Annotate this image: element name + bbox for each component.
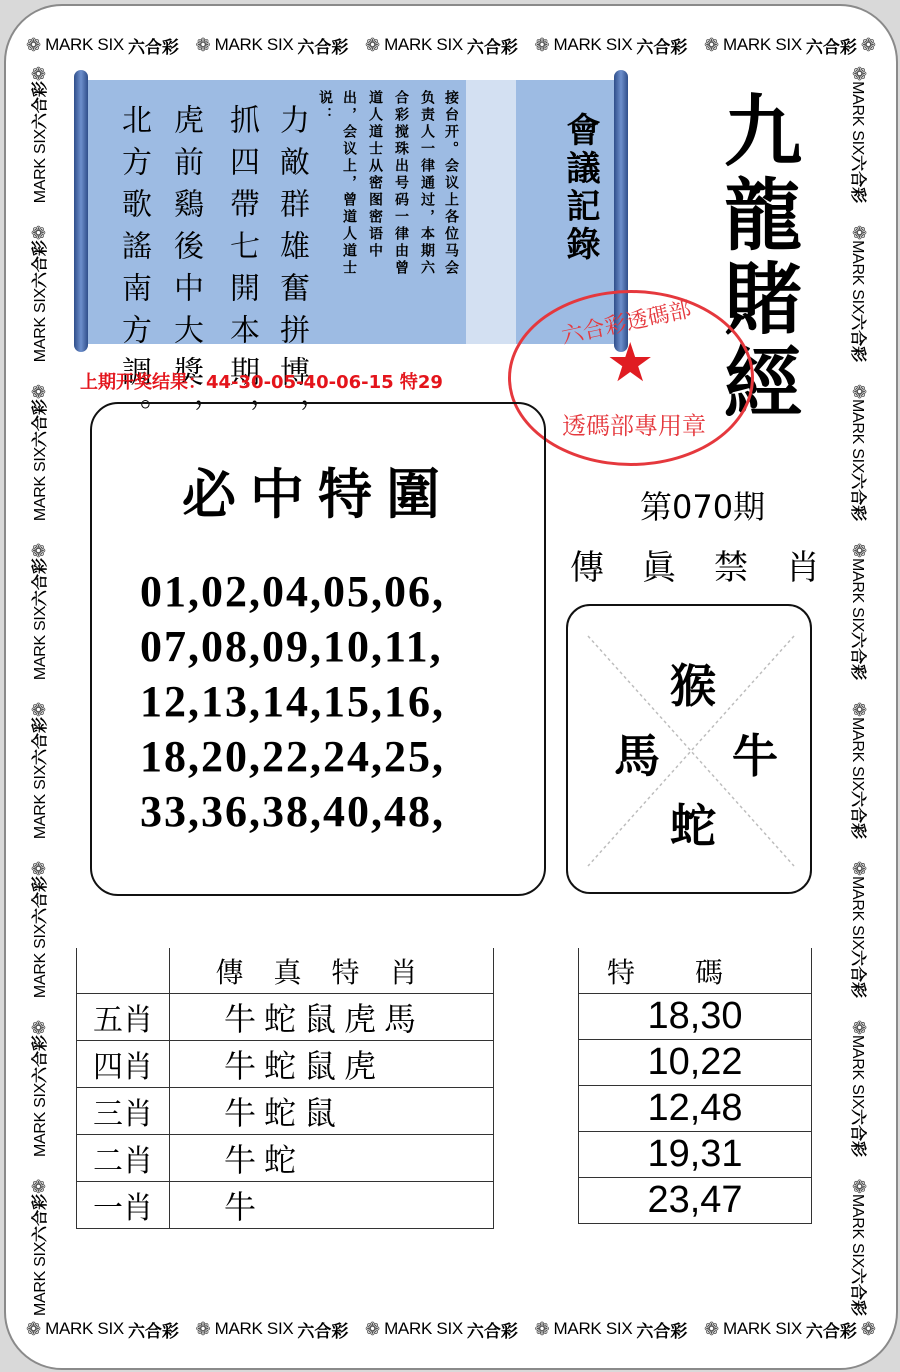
zodiac-right: 牛 [732, 729, 778, 783]
watermark-cn: 六合彩 [31, 558, 49, 607]
fax-heading-char: 眞 [642, 548, 676, 588]
code-cell: 23,47 [579, 1178, 812, 1224]
notice-line-1: 接台开。会议上各位马会 [443, 90, 459, 277]
flower-icon: ❁ [364, 34, 381, 55]
fax-heading-char: 傳 [570, 548, 604, 588]
flower-icon: ❁ [534, 34, 550, 55]
notice-line-5: 出，会议上，曾道人道士 [341, 90, 357, 277]
zodiac-top: 猴 [670, 659, 716, 713]
watermark-cn: 六合彩 [31, 1034, 49, 1083]
watermark-text: MARK SIX [31, 288, 49, 363]
period-label: 第070期 [640, 488, 766, 526]
flower-icon: ❁ [364, 1318, 381, 1339]
flower-icon: ❁ [534, 1318, 550, 1339]
code-cell: 18,30 [579, 994, 812, 1040]
number-row: 12,13,14,15,16, [140, 677, 445, 726]
scroll-rod-left [74, 70, 88, 352]
fax-heading-char: 禁 [714, 548, 748, 588]
zodiac-cell: 牛蛇鼠虎馬 [170, 994, 494, 1041]
watermark-cn: 六合彩 [849, 155, 867, 204]
flower-icon: ❁ [28, 383, 49, 400]
zodiac-cell: 牛蛇鼠虎 [170, 1041, 494, 1088]
watermark-text: MARK SIX [849, 716, 867, 792]
forbidden-zodiac-box [566, 604, 812, 894]
flower-icon: ❁ [849, 701, 870, 717]
watermark-text: MARK SIX [31, 606, 49, 681]
watermark-text: MARK SIX [31, 1082, 49, 1158]
table-header-blank [77, 948, 170, 994]
flower-icon: ❁ [28, 542, 49, 559]
watermark-text: MARK SIX [384, 1319, 463, 1338]
fax-heading-char: 肖 [786, 548, 820, 588]
special-numbers [140, 564, 445, 839]
flower-icon: ❁ [849, 383, 870, 400]
level-cell: 三肖 [77, 1088, 170, 1135]
fax-forbidden-heading [570, 540, 820, 589]
watermark-cn: 六合彩 [31, 81, 49, 130]
watermark-text: MARK SIX [849, 240, 867, 315]
watermark-text: MARK SIX [849, 1193, 867, 1268]
table-row [77, 1182, 494, 1229]
flower-icon: ❁ [703, 34, 720, 55]
table-row [77, 1088, 494, 1135]
number-row: 33,36,38,40,48, [140, 787, 445, 836]
watermark-text: MARK SIX [31, 765, 49, 840]
table-row [77, 1135, 494, 1182]
watermark-text: MARK SIX [553, 35, 633, 54]
code-cell: 19,31 [579, 1132, 812, 1178]
special-numbers-box [90, 402, 546, 896]
watermark-text: MARK SIX [849, 558, 867, 633]
watermark-cn: 六合彩 [849, 1267, 867, 1316]
watermark-text: MARK SIX [214, 35, 294, 54]
watermark-left [26, 66, 50, 1316]
zodiac-cell: 牛蛇 [170, 1135, 494, 1182]
watermark-text: MARK SIX [384, 35, 463, 54]
poem-line-4: 北方歌謠南方調。 [116, 104, 151, 440]
watermark-cn: 六合彩 [636, 37, 688, 57]
watermark-cn: 六合彩 [31, 240, 49, 289]
level-cell: 二肖 [77, 1135, 170, 1182]
flower-icon: ❁ [26, 1318, 42, 1339]
table-header-row [77, 948, 494, 994]
level-cell: 一肖 [77, 1182, 170, 1229]
number-row: 01,02,04,05,06, [140, 567, 445, 616]
star-icon: ★ [606, 331, 655, 394]
watermark-cn: 六合彩 [849, 473, 867, 522]
watermark-cn: 六合彩 [849, 1108, 867, 1157]
notice-line-2: 负责人一律通过，本期六 [419, 90, 435, 277]
fax-zodiac-table [76, 948, 494, 1229]
special-box-title: 必中特圍 [182, 462, 454, 526]
watermark-cn: 六合彩 [31, 399, 49, 448]
zodiac-left: 馬 [614, 729, 660, 783]
watermark-cn: 六合彩 [31, 875, 49, 924]
last-result: 上期开奖结果：44-30-05-40-06-15 特29 [80, 372, 443, 393]
watermark-top [26, 32, 876, 58]
watermark-text: MARK SIX [849, 399, 867, 474]
watermark-cn: 六合彩 [849, 791, 867, 840]
watermark-text: MARK SIX [31, 924, 49, 999]
watermark-text: MARK SIX [45, 35, 124, 54]
watermark-text: MARK SIX [31, 1241, 49, 1316]
flower-icon: ❁ [28, 66, 49, 82]
watermark-text: MARK SIX [849, 1034, 867, 1109]
watermark-cn: 六合彩 [127, 1321, 179, 1341]
watermark-text: MARK SIX [31, 129, 49, 204]
watermark-bottom [26, 1316, 876, 1342]
watermark-cn: 六合彩 [466, 1321, 518, 1341]
watermark-cn: 六合彩 [297, 37, 349, 57]
notice-line-4: 道人道士从密图密语中 [367, 90, 383, 260]
flower-icon: ❁ [703, 1318, 720, 1339]
number-row: 18,20,22,24,25, [140, 732, 445, 781]
watermark-cn: 六合彩 [31, 1193, 49, 1242]
flower-icon: ❁ [860, 1318, 876, 1339]
watermark-text: MARK SIX [723, 35, 802, 54]
table-row [579, 1040, 812, 1086]
scroll-ribbon [466, 72, 516, 354]
watermark-cn: 六合彩 [805, 1321, 857, 1341]
watermark-cn: 六合彩 [127, 37, 179, 57]
flower-icon: ❁ [28, 860, 49, 876]
flower-icon: ❁ [849, 1178, 870, 1194]
watermark-text: MARK SIX [849, 81, 867, 156]
meeting-heading: 會議記錄 [560, 112, 600, 264]
level-cell: 四肖 [77, 1041, 170, 1088]
table-header: 特碼 [579, 948, 812, 994]
table-row [77, 1041, 494, 1088]
flower-icon: ❁ [195, 1318, 211, 1339]
table-header: 傳真特肖 [170, 948, 494, 994]
flower-icon: ❁ [849, 66, 870, 82]
stamp-arc-text: 六合彩透碼部 [559, 297, 694, 350]
flower-icon: ❁ [849, 542, 870, 558]
table-header-row [579, 948, 812, 994]
flower-icon: ❁ [28, 1178, 49, 1194]
watermark-cn: 六合彩 [849, 950, 867, 999]
watermark-cn: 六合彩 [31, 717, 49, 766]
table-row [579, 1132, 812, 1178]
watermark-cn: 六合彩 [466, 37, 518, 57]
notice-line-6: 说： [317, 90, 333, 124]
watermark-cn: 六合彩 [849, 314, 867, 363]
table-row [579, 1086, 812, 1132]
watermark-text: MARK SIX [214, 1319, 294, 1338]
watermark-cn: 六合彩 [805, 37, 857, 57]
flower-icon: ❁ [860, 34, 876, 55]
watermark-text: MARK SIX [31, 447, 49, 522]
flower-icon: ❁ [28, 701, 49, 718]
code-cell: 12,48 [579, 1086, 812, 1132]
zodiac-bottom: 蛇 [670, 799, 716, 853]
stamp-bottom-text: 透碼部專用章 [562, 412, 706, 440]
watermark-cn: 六合彩 [297, 1321, 349, 1341]
table-row [77, 994, 494, 1041]
flower-icon: ❁ [28, 1019, 49, 1035]
flower-icon: ❁ [195, 34, 211, 55]
watermark-cn: 六合彩 [636, 1321, 688, 1341]
watermark-right [848, 66, 872, 1316]
code-cell: 10,22 [579, 1040, 812, 1086]
flower-icon: ❁ [849, 224, 870, 241]
poem-line-1: 力敵群雄奮拼博， [274, 104, 309, 440]
zodiac-cell: 牛 [170, 1182, 494, 1229]
page-title: 九龍賭經 [711, 90, 802, 426]
watermark-text: MARK SIX [723, 1319, 802, 1338]
notice-line-3: 合彩搅珠出号码一律由曾 [393, 90, 409, 277]
poem-line-2: 抓四帶七開本期， [224, 104, 259, 440]
flower-icon: ❁ [28, 225, 49, 241]
flower-icon: ❁ [849, 860, 870, 876]
zodiac-cell: 牛蛇鼠 [170, 1088, 494, 1135]
special-code-table [578, 948, 812, 1224]
watermark-text: MARK SIX [45, 1319, 124, 1338]
watermark-text: MARK SIX [553, 1319, 633, 1338]
table-row [579, 994, 812, 1040]
table-row [579, 1178, 812, 1224]
flower-icon: ❁ [849, 1019, 870, 1035]
watermark-text: MARK SIX [849, 875, 867, 950]
level-cell: 五肖 [77, 994, 170, 1041]
poem-line-3: 虎前鷄後中大獎， [168, 104, 203, 440]
watermark-cn: 六合彩 [849, 632, 867, 681]
flower-icon: ❁ [26, 34, 42, 55]
number-row: 07,08,09,10,11, [140, 622, 443, 671]
